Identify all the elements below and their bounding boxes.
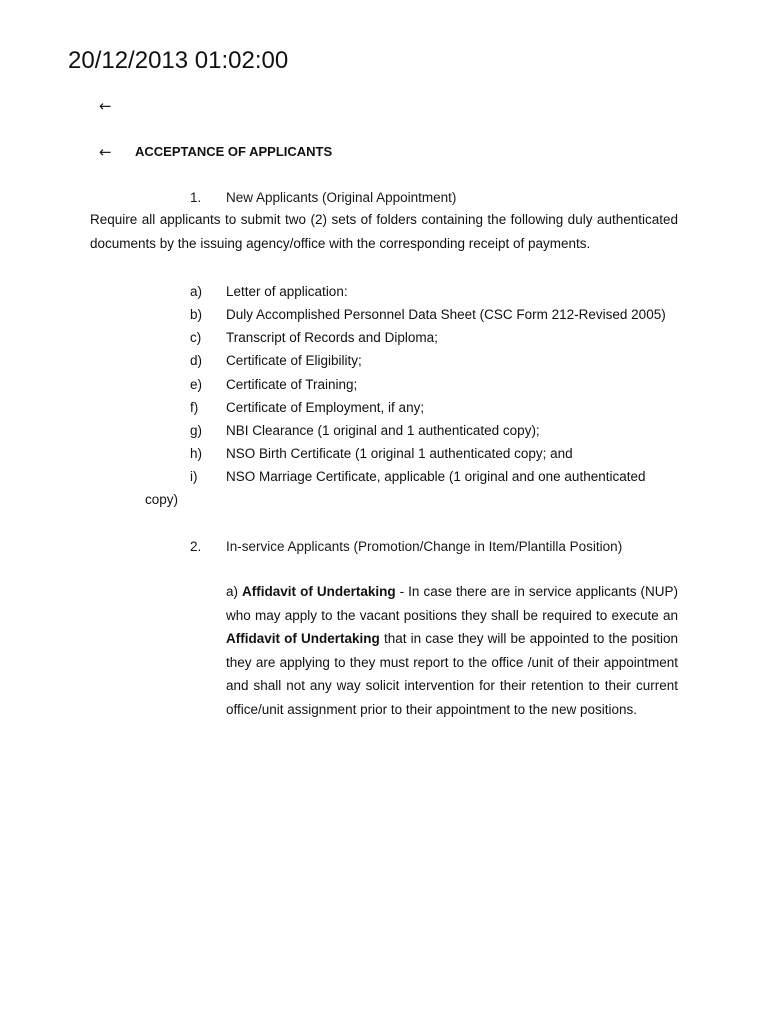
list-item-text: Certificate of Eligibility; [226, 353, 362, 368]
list-item-text: Duly Accomplished Personnel Data Sheet (CSC Form 212-Revised 2005) [226, 307, 666, 322]
list-item-label: c) [190, 330, 202, 345]
list-item-label: g) [190, 423, 203, 438]
list-item-continuation: copy) [145, 492, 179, 507]
left-arrow-icon: ← [99, 97, 112, 115]
bold-term: Affidavit of Undertaking [226, 631, 380, 646]
section-2-item-label: a) [226, 584, 239, 599]
list-item-label: d) [190, 353, 203, 368]
list-item-text: Letter of application: [226, 284, 348, 299]
list-item-label: i) [190, 469, 198, 484]
list-item-text: NSO Marriage Certificate, applicable (1 original and one authenticated [226, 469, 646, 484]
section-1-title: New Applicants (Original Appointment) [226, 190, 457, 205]
section-1-number: 1. [190, 190, 202, 205]
list-item-label: f) [190, 400, 199, 415]
list-item-label: a) [190, 284, 203, 299]
list-item-label: e) [190, 377, 203, 392]
section-1-paragraph: Require all applicants to submit two (2) sets of folders containing the following duly authenticated documents by the issuing agency/office with the corresponding receipt of payments. [90, 212, 678, 251]
section-heading: ACCEPTANCE OF APPLICANTS [135, 144, 333, 159]
paragraph-text: - In case there are in service applicants (NUP) who may apply to the vacant positions they shall be required to execute an [226, 584, 678, 623]
left-arrow-icon: ← [99, 143, 112, 161]
paragraph-text: that in case they will be appointed to the position they are applying to they must report to the office /unit of their appointment and shall not any way solicit intervention for their retention to their current office/unit assignment prior to their appointment to the new positions. [226, 631, 678, 717]
list-item-text: NBI Clearance (1 original and 1 authenticated copy); [226, 423, 540, 438]
list-item-text: NSO Birth Certificate (1 original 1 authenticated copy; and [226, 446, 573, 461]
list-item-text: Certificate of Employment, if any; [226, 400, 425, 415]
section-2-title: In-service Applicants (Promotion/Change in Item/Plantilla Position) [226, 539, 623, 554]
section-2-paragraph [226, 580, 678, 721]
section-2-number: 2. [190, 539, 202, 554]
list-item-label: h) [190, 446, 203, 461]
document-timestamp: 20/12/2013 01:02:00 [68, 47, 289, 74]
list-item-text: Certificate of Training; [226, 377, 358, 392]
list-item-label: b) [190, 307, 203, 322]
list-item-text: Transcript of Records and Diploma; [226, 330, 438, 345]
bold-term: Affidavit of Undertaking [242, 584, 396, 599]
